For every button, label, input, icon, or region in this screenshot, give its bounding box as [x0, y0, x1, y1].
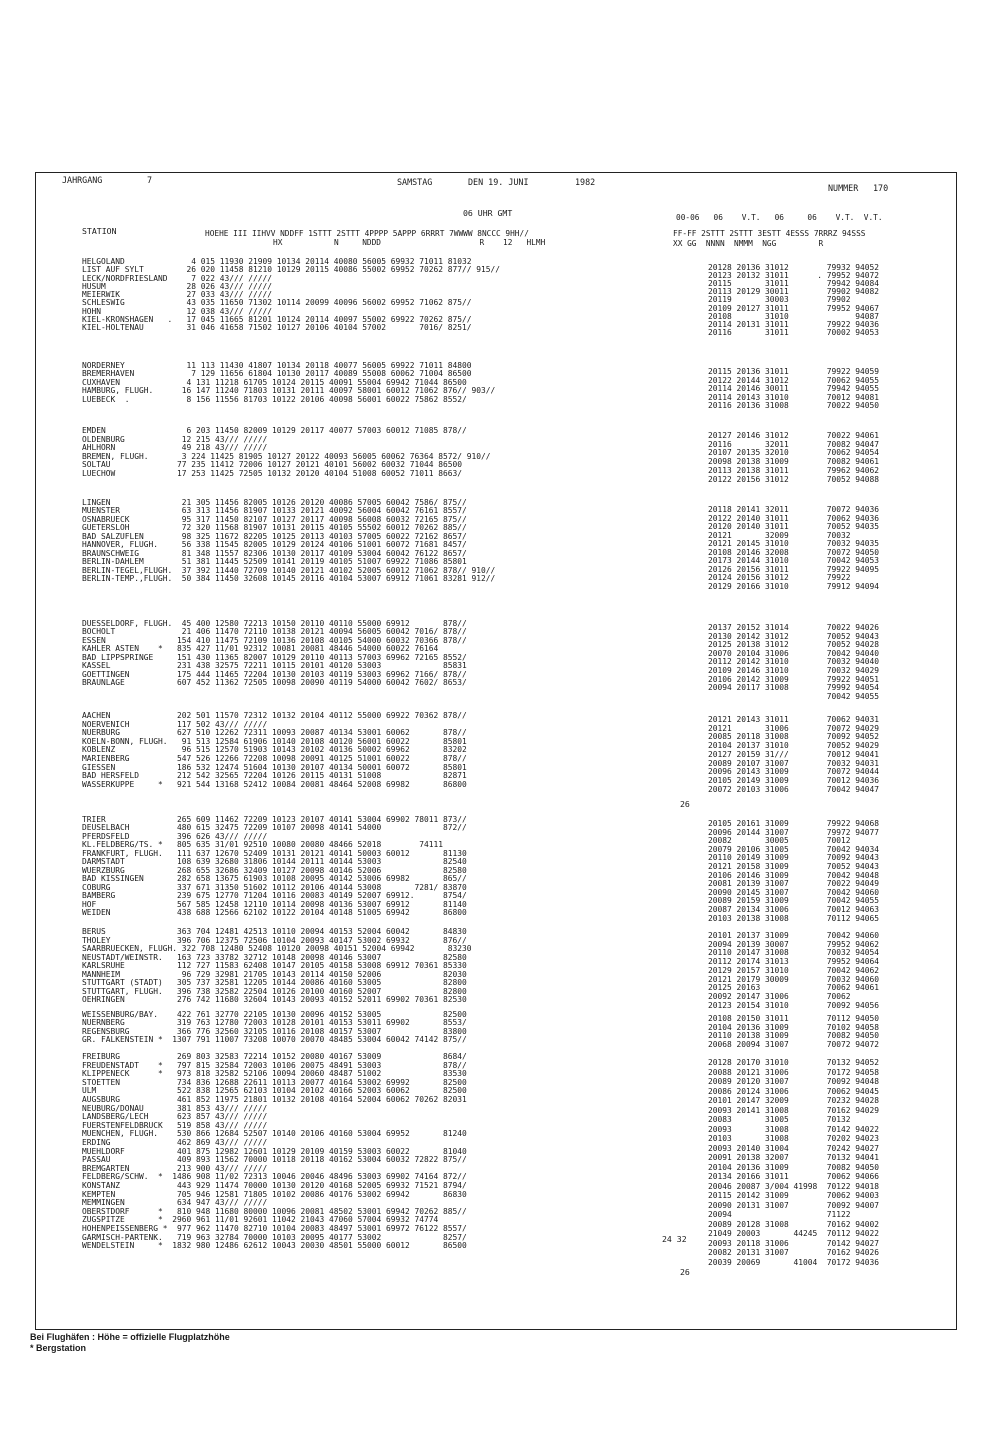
station-row: FREUDENSTADT * 797 815 32584 72003 10106 20075 48491 53003 878//	[82, 1060, 467, 1070]
station-row: OEHRINGEN 276 742 11680 32604 10143 20093 40152 52011 69902 70361 82530	[82, 995, 467, 1005]
station-row: MEMMINGEN 634 947 43/// /////	[82, 1198, 268, 1208]
station-row-extra: 20087 20134 31006 70012 94063	[708, 905, 880, 914]
station-row: STUTTGART (STADT) 305 737 32581 12205 10144 20086 40160 53005 82800	[82, 978, 467, 988]
station-row: DEUSELBACH 480 615 32475 72209 10107 20098 40141 54000 872//	[82, 823, 467, 833]
station-row-extra: 20105 20149 31009 70012 94036	[708, 775, 880, 785]
station-row: HELGOLAND 4 015 11930 21909 10134 20114 40080 56005 69932 71011 81032	[82, 257, 472, 266]
station-row-extra: 20115 31011 79942 94084	[708, 279, 880, 289]
station-row: HUSUM 28 026 43/// /////	[82, 281, 273, 291]
station-row-extra: 20088 20121 31006 70172 94058	[708, 1067, 880, 1077]
station-row: HAMBURG, FLUGH. 16 147 11240 71803 10131 20111 40097 58001 60012 71062 876// 903//	[82, 386, 496, 396]
station-row-extra: 20046 20087 3/004 41998 70122 94018	[708, 1181, 880, 1191]
station-row: WUERZBURG 268 655 32686 32409 10127 20098 40146 52006 82580	[82, 865, 467, 875]
wasserkuppe-prefix: 26	[680, 799, 690, 809]
station-row: HOHN 12 038 43/// /////	[82, 306, 273, 316]
station-row-extra: 20114 20143 31010 70012 94081	[708, 392, 880, 402]
station-row-extra: 20089 20128 31008 70162 94002	[708, 1219, 880, 1229]
station-row-extra: 20114 20146 30011 79942 94055	[708, 384, 880, 393]
station-row-extra: 20122 20140 31011 70062 94036	[708, 513, 880, 523]
station-row-extra: 20092 20147 31006 70062	[708, 991, 851, 1001]
year: 1982	[575, 177, 596, 187]
station-row: ZUGSPITZE * 2960 961 11/01 92601 11042 21043 47060 57004 69932 74774	[82, 1215, 439, 1225]
station-row-extra: 20072 20103 31006 70042 94047	[708, 784, 880, 794]
station-row-extra: 20118 20141 32011 70072 94036	[708, 505, 880, 514]
station-row-extra: 20083 31005 70132	[708, 1115, 851, 1124]
wendelstein-prefix: 26	[680, 1267, 690, 1277]
station-row-extra: 20112 20174 31013 79952 94064	[708, 957, 880, 967]
station-row: LINGEN 21 305 11456 82005 10126 20120 40086 57005 60042 7586/ 875//	[82, 498, 467, 507]
station-row: BREMERHAVEN 7 129 11656 61804 10130 20117 40089 55008 60062 71004 86500	[82, 369, 472, 379]
station-row: FREIBURG 269 803 32583 72214 10152 20080 40167 53009 8684/	[82, 1052, 467, 1061]
zugspitze-prefix: 24 32	[662, 1234, 687, 1244]
station-row: OBERSTDORF * 810 948 11680 80000 10096 20081 48502 53001 69942 70262 885//	[82, 1206, 467, 1216]
station-row-extra: 20130 20142 31012 70052 94043	[708, 631, 880, 641]
station-row: KARLSRUHE 112 727 11583 62408 10147 20105 40158 53008 69912 70361 85330	[82, 961, 467, 971]
right-header-line0: 00-06 06 V.T. 06 06 V.T. V.T.	[676, 213, 883, 222]
station-row: ESSEN 154 410 11475 72109 10136 20108 40105 54000 60032 70366 878//	[82, 635, 467, 645]
station-row-extra: 20110 20147 31008 70032 94054	[708, 948, 880, 958]
station-row: PASSAU 409 893 11562 70000 10118 20118 40162 53004 60032 72822 875//	[82, 1155, 467, 1165]
station-row-extra: 20124 20156 31012 79922	[708, 573, 851, 583]
station-row-extra: 20094 20117 31008 79992 94054	[708, 683, 880, 693]
station-row: KOBLENZ 96 515 12570 51903 10143 20102 40136 50002 69962 83202	[82, 745, 467, 755]
station-row: WEIDEN 438 688 12566 62102 10122 20104 40148 51005 69942 86800	[82, 907, 467, 917]
station-row-extra: 20039 20069 41004 70172 94036	[708, 1257, 880, 1267]
station-row-extra: 20103 31008 70202 94023	[708, 1134, 880, 1143]
station-row: CUXHAVEN 4 131 11218 61705 10124 20115 40091 55004 69942 71044 86500	[82, 377, 467, 387]
station-row-extra: 20079 20106 31005 70042 94034	[708, 844, 880, 854]
station-row-extra: 20125 20138 31012 70052 94028	[708, 640, 880, 650]
station-row: BERUS 363 704 12481 42513 10110 20094 40153 52004 60042 84830	[82, 927, 467, 936]
station-row: KASSEL 231 438 32575 72211 10115 20101 40120 53003 85831	[82, 661, 467, 671]
station-row: REGENSBURG 366 776 32560 32105 10116 20108 40157 53007 83800	[82, 1026, 467, 1036]
station-row: WASSERKUPPE * 921 544 13168 52412 10084 20081 48464 52008 69982 86800	[82, 779, 467, 789]
station-row-extra: 20081 20139 31007 70022 94049	[708, 879, 880, 889]
station-row-extra: 20089 20120 31007 70092 94048	[708, 1077, 880, 1086]
station-row: FUERSTENFELDBRUCK 519 858 43/// /////	[82, 1120, 268, 1130]
station-row-extra: 20128 20170 31010 70132 94052	[708, 1058, 880, 1067]
station-row: DUESSELDORF, FLUGH. 45 400 12580 72213 10150 20110 40110 55000 69912 878//	[82, 619, 467, 628]
station-row: KL.FELDBERG/TS. * 805 635 31/01 92510 10080 20080 48466 52018 74111	[82, 840, 444, 850]
station-row: MUEHLDORF 401 875 12982 12601 10129 20109 40159 53003 60022 81040	[82, 1146, 467, 1156]
station-row-extra: 20125 20163 70062 94061	[708, 983, 880, 993]
station-row-extra: 20128 20136 31012 79932 94052	[708, 263, 880, 272]
station-row-extra: 20103 20138 31008 70112 94065	[708, 913, 880, 923]
station-row: NUERBURG 627 510 12262 72311 10093 20087 40134 53001 60062 878//	[82, 728, 467, 738]
right-header-line1: FF-FF 2STTT 2STTT 3ESTT 4ESSS 7RRRZ 94SSS	[673, 229, 866, 238]
station-row: STOETTEN 734 836 12688 22611 10113 20077 40164 53002 69992 82500	[82, 1077, 467, 1087]
station-row-extra: 20082 30005 70012	[708, 836, 851, 846]
station-row: BREMEN, FLUGH. 3 224 11425 81905 10127 20122 40093 56005 60062 76364 8572/ 910//	[82, 451, 491, 461]
left-header-line1: HOEHE III IIHVV NDDFF 1STTT 2STTT 4PPPP 5APPP 6RRRT 7WWWW 8NCCC 9HH//	[205, 229, 529, 238]
station-row: LANDSBERG/LECH 623 857 43/// /////	[82, 1112, 268, 1122]
station-row-extra: 20173 20144 31010 70042 94053	[708, 556, 880, 566]
station-row: BOCHOLT 21 406 11470 72110 10138 20121 40094 56005 60042 7016/ 878//	[82, 627, 467, 637]
station-row-extra: 20119 30003 79902	[708, 295, 851, 305]
station-row-extra: 20121 20143 31011 70062 94031	[708, 715, 880, 724]
station-row: EMDEN 6 203 11450 82009 10129 20117 40077 57003 60012 71085 878//	[82, 426, 467, 435]
station-row-extra: 20093 31008 70142 94022	[708, 1124, 880, 1134]
station-row: MUENSTER 63 313 11456 81907 10133 20121 40092 56004 60042 76161 8557/	[82, 506, 467, 516]
station-row-extra: 20091 20138 32007 70132 94041	[708, 1153, 880, 1162]
station-row-extra: 20094 71122	[708, 1210, 851, 1219]
station-row: ERDING 462 869 43/// /////	[82, 1138, 268, 1147]
station-row-extra: 20127 20159 31/// 70012 94041	[708, 749, 880, 759]
station-row-extra: 20104 20137 31010 70052 94029	[708, 741, 880, 751]
station-row-extra: 20093 20141 31008 70162 94029	[708, 1105, 880, 1115]
station-row: BAD KISSINGEN 282 658 13675 61903 10108 20095 40142 53006 69982 865//	[82, 874, 467, 884]
station-row: BAD SALZUFLEN 98 325 11672 82205 10125 20113 40103 57005 60022 72162 8657/	[82, 531, 467, 541]
station-row-extra: 20110 20138 31009 70082 94050	[708, 1031, 880, 1041]
station-row-extra: 20085 20118 31008 70092 94052	[708, 732, 880, 742]
station-row: BAD LIPPSPRINGE 151 430 11365 82007 10129 20110 40113 57003 69962 72165 8552/	[82, 652, 467, 662]
station-row-extra: 20094 20139 30007 79952 94062	[708, 939, 880, 949]
station-row: BAMBERG 239 675 12770 71204 10116 20083 40149 52007 69912. 8754/	[82, 891, 467, 901]
station-row-extra: 20109 20127 31011 79952 94067	[708, 303, 880, 313]
station-row: KOELN-BONN, FLUGH. 91 513 12584 61906 10140 20108 40120 56001 60022 85801	[82, 736, 467, 746]
station-row-extra: 20086 20124 31006 70062 94045	[708, 1086, 880, 1096]
station-row: KIEL-HOLTENAU 31 046 41658 71502 10127 20106 40104 57002 7016/ 8251/	[82, 323, 472, 332]
station-row-extra: 20108 31010 94087	[708, 311, 880, 321]
station-row-extra: 20127 20146 31012 70022 94061	[708, 431, 880, 440]
station-row-extra: 20113 20138 31011 79962 94062	[708, 465, 880, 475]
jahrgang-label: JAHRGANG	[62, 175, 103, 185]
station-row: BREMGARTEN 213 900 43/// /////	[82, 1163, 268, 1173]
station-row-extra: 20121 20145 31010 70032 94035	[708, 539, 880, 549]
station-row-extra: 20114 20131 31011 79922 94036	[708, 319, 880, 329]
station-row-extra: 20093 20140 31004 70242 94027	[708, 1143, 880, 1153]
station-row: KLIPPENECK * 973 818 32582 52106 10094 20060 48487 51002 83530	[82, 1069, 467, 1079]
weekday: SAMSTAG	[397, 177, 433, 187]
station-row-extra: 20109 20146 31010 70032 94029	[708, 666, 880, 675]
station-row-extra: 20104 20136 31009 70102 94058	[708, 1022, 880, 1032]
station-row: OLDENBURG 12 215 43/// /////	[82, 434, 268, 444]
station-row: STUTTGART, FLUGH. 396 738 32582 22504 10126 20100 40160 52007 82800	[82, 986, 467, 996]
station-row-extra: 20104 20136 31009 70082 94050	[708, 1162, 880, 1172]
station-row: THOLEY 396 706 12375 72506 10104 20093 40147 53002 69932 876//	[82, 935, 467, 945]
station-row-extra: 20110 20149 31009 70092 94043	[708, 853, 880, 863]
station-row: TRIER 265 609 11462 72209 10123 20107 40141 53004 69902 78011 873//	[82, 815, 467, 824]
station-row-extra: 20123 20154 31010 70092 94056	[708, 1000, 880, 1010]
station-row-extra: 20121 32009 70032	[708, 530, 851, 540]
station-row-extra: 20089 20159 31009 70042 94055	[708, 896, 880, 906]
station-row-extra: 20107 20135 32010 70062 94054	[708, 448, 880, 458]
station-row-extra: 20093 20118 31006 70142 94027	[708, 1238, 880, 1248]
station-row: LECK/NORDFRIESLAND 7 022 43/// /////	[82, 273, 273, 283]
station-row: MUENCHEN, FLUGH. 530 866 12684 52507 10140 20106 40160 53004 69952 81240	[82, 1129, 467, 1139]
station-row: DARMSTADT 108 639 32680 31806 10144 20111 40144 53003 82540	[82, 857, 467, 867]
station-row-extra: 20137 20152 31014 70022 94026	[708, 623, 880, 632]
nummer-label: NUMMER	[828, 183, 859, 193]
station-row-extra: 20115 20142 31009 70062 94003	[708, 1191, 880, 1200]
station-row-extra: 20098 20138 31009 70082 94061	[708, 457, 880, 467]
station-row: AHLHORN 49 218 43/// /////	[82, 443, 268, 452]
station-row-extra: 20115 20136 31011 79922 94059	[708, 367, 880, 376]
station-row: KEMPTEN 705 946 12581 71805 10102 20086 40176 53002 69942 86830	[82, 1189, 467, 1199]
station-row: SAARBRUECKEN, FLUGH. 322 708 12480 52408 10120 20098 40151 52004 69942 83230	[82, 944, 472, 954]
station-row-extra: 20101 20137 31009 70042 94060	[708, 931, 880, 940]
station-row-extra: 20121 20179 30009 70032 94060	[708, 974, 880, 984]
station-row-extra: 20116 32011 70082 94047	[708, 439, 880, 449]
station-row: GIESSEN 186 532 12474 51604 10130 20107 40134 50001 60072 85801	[82, 762, 467, 772]
station-row: BRAUNLAGE 607 452 11362 72505 10098 20090 40119 54000 60042 7602/ 8653/	[82, 678, 467, 688]
station-row: GOETTINGEN 175 444 11465 72204 10130 20103 40119 53003 69962 7166/ 878//	[82, 669, 467, 679]
station-row: FELDBERG/SCHW. * 1486 908 11/02 72313 10046 20046 48496 53003 69902 74164 872//	[82, 1172, 467, 1182]
footer-note-mountain: * Bergstation	[30, 1343, 87, 1353]
station-row-extra: 20123 20132 31011 . 79952 94072	[708, 271, 880, 281]
station-row: WENDELSTEIN * 1832 980 12486 62612 10043 20030 48501 55000 60012 86500	[82, 1241, 467, 1251]
station-row-extra: 20129 20166 31010 79912 94094	[708, 581, 880, 591]
station-row: NOERVENICH 117 502 43/// /////	[82, 719, 268, 729]
station-row-extra: 20134 20166 31011 70062 94066	[708, 1172, 880, 1181]
station-row-extra: 20113 20129 30011 79902 94082	[708, 287, 880, 297]
station-row-extra: 20089 20107 31007 70032 94031	[708, 758, 880, 768]
station-row: AUGSBURG 461 852 11975 21801 10132 20108 40164 52004 60062 70262 82031	[82, 1095, 467, 1104]
date: DEN 19. JUNI	[468, 177, 529, 187]
station-row: BERLIN-TEGEL,FLUGH. 37 392 11440 72709 10140 20121 40102 52005 60012 71062 878// 910//	[82, 565, 496, 575]
station-row: ULM 522 838 12565 62103 10104 20102 40166 52003 60062 82500	[82, 1086, 467, 1096]
station-row: LIST AUF SYLT 26 020 11458 81210 10129 20115 40086 55002 69952 70262 877// 915//	[82, 265, 501, 275]
station-row-extra: 20122 20156 31012 70052 94088	[708, 474, 880, 484]
station-row: AACHEN 202 501 11570 72312 10132 20104 40112 55000 69922 70362 878//	[82, 711, 467, 720]
nummer-value: 170	[873, 183, 889, 193]
station-row: GUETERSLOH 72 320 11568 81907 10131 20115 40105 55502 60012 70262 885//	[82, 523, 467, 533]
station-row-extra: 20106 20142 31009 79922 94051	[708, 674, 880, 684]
station-row: NEUSTADT/WEINSTR. 163 723 33782 32712 10148 20098 40146 53007 82580	[82, 952, 467, 962]
left-header-line2: HX N NDDD R 12 HLMH	[273, 238, 546, 247]
station-row-extra: 20070 20104 31006 70042 94040	[708, 648, 880, 658]
station-row-extra: 20105 20161 31009 79922 94068	[708, 819, 880, 828]
station-row: BERLIN-TEMP.,FLUGH. 50 384 11450 32608 10145 20116 40104 53007 69912 71061 83281 912//	[82, 574, 496, 584]
station-row-extra: 20121 31006 70072 94029	[708, 723, 880, 733]
station-row: MANNHEIM 96 729 32981 21705 10143 20114 40150 52006 82030	[82, 969, 467, 979]
station-row: MEIERWIK 27 033 43/// /////	[82, 290, 273, 299]
station-row: OSNABRUECK 95 317 11450 82107 10127 20117 40098 56008 60032 72165 875//	[82, 514, 467, 524]
station-row-extra: 20121 20158 31009 70052 94043	[708, 862, 880, 871]
time-left-header: 06 UHR GMT	[463, 208, 513, 218]
station-row: MARIENBERG 547 526 12266 72208 10098 20091 40125 51001 60022 878//	[82, 754, 467, 763]
station-row-extra: 20108 20146 32008 70072 94050	[708, 547, 880, 557]
station-row: LUEBECK . 8 156 11556 81703 10122 20106 40098 56001 60022 75862 8552/	[82, 394, 467, 404]
station-row-extra: 20101 20147 32009 70232 94028	[708, 1096, 880, 1105]
station-row-extra: 20126 20156 31011 79922 94095	[708, 564, 880, 574]
station-row-extra: 20090 20145 31007 70042 94060	[708, 887, 880, 897]
station-row-extra: 20096 20143 31009 70072 94044	[708, 767, 880, 777]
station-row: SOLTAU 77 235 11412 72006 10127 20121 40101 56002 60032 71044 86500	[82, 460, 463, 469]
station-row-extra: 20068 20094 31007 70072 94072	[708, 1040, 880, 1050]
station-row: BAD HERSFELD 212 542 32565 72204 10126 20115 40131 51008 82871	[82, 771, 467, 781]
station-row-extra: 20096 20144 31007 79972 94077	[708, 827, 880, 837]
station-row-extra: 20106 20146 31009 70042 94048	[708, 870, 880, 880]
station-row-extra: 20116 20136 31008 70022 94050	[708, 401, 880, 410]
station-row-extra: 20108 20150 31011 70112 94050	[708, 1014, 880, 1023]
station-row-extra: 20116 31011 70002 94053	[708, 327, 880, 337]
station-row: HOF 567 585 12458 12110 10114 20098 40136 53007 69912 81140	[82, 899, 467, 909]
footer-note-airports: Bei Flughäfen : Höhe = offizielle Flugplatzhöhe	[30, 1332, 230, 1342]
station-row: NEUBURG/DONAU 381 853 43/// /////	[82, 1103, 268, 1113]
station-row: GARMISCH-PARTENK. 719 963 32784 70000 10103 20095 40177 53002 8257/	[82, 1232, 467, 1242]
station-row-extra: 70042 94055	[708, 691, 880, 701]
right-header-line2: XX GG NNNN NMMM NGG R	[673, 239, 824, 248]
station-row: SCHLESWIG 43 035 11650 71302 10114 20099 40096 56002 69952 71062 875//	[82, 298, 472, 308]
station-row-extra: 20090 20131 31007 70092 94007	[708, 1200, 880, 1210]
station-row: NORDERNEY 11 113 11430 41807 10134 20118 40077 56005 69922 71011 84800	[82, 361, 472, 370]
station-row: PFERDSFELD 396 626 43/// /////	[82, 831, 268, 841]
station-row-extra: 20129 20157 31010 70042 94062	[708, 965, 880, 975]
station-row-extra: 20122 20144 31012 70062 94055	[708, 375, 880, 385]
station-row: KAHLER ASTEN * 835 427 11/01 92312 10081 20081 48446 54000 60022 76164	[82, 644, 439, 654]
station-row: WEISSENBURG/BAY. 422 761 32770 22105 10130 20096 40152 53005 82500	[82, 1010, 467, 1019]
station-row: KIEL-KRONSHAGEN . 17 045 11665 81201 10124 20114 40097 55002 69922 70262 875//	[82, 314, 472, 324]
jahrgang-value: 7	[147, 175, 153, 185]
station-row-extra: 20082 20131 31007 70162 94026	[708, 1248, 880, 1257]
station-row-extra: 20112 20142 31010 70032 94040	[708, 657, 880, 667]
station-row-extra: 21049 20003 44245 70112 94022	[708, 1229, 880, 1238]
station-row: COBURG 337 671 31350 51602 10112 20106 40144 53008 7281/ 83870	[82, 882, 467, 892]
station-row-extra: 20120 20140 31011 70052 94035	[708, 522, 880, 532]
station-row: BERLIN-DAHLEM 51 381 11445 52509 10141 20119 40105 51007 69922 71086 85801	[82, 557, 467, 567]
station-row: NUERNBERG 319 763 12780 72003 10128 20101 40153 53011 69902 8553/	[82, 1018, 467, 1028]
station-row: HANNOVER, FLUGH. 56 338 11545 82005 10129 20124 40106 51001 60072 71681 8457/	[82, 540, 467, 550]
station-row: HOHENPEISSENBERG * 977 962 11470 82710 10104 20083 48497 53001 69972 76122 8557/	[82, 1224, 467, 1233]
station-row: KONSTANZ 443 929 11474 70000 10130 20120 40168 52005 69932 71521 8794/	[82, 1181, 467, 1190]
station-row: GR. FALKENSTEIN * 1307 791 11007 73208 10070 20070 48485 53004 60042 74142 875//	[82, 1034, 467, 1044]
station-label: STATION	[82, 226, 117, 236]
station-row: LUECHOW 17 253 11425 72505 10132 20120 40104 51008 60052 71011 8663/	[82, 468, 463, 478]
station-row: FRANKFURT, FLUGH. 111 637 12670 52409 10131 20121 40141 50003 60012 81130	[82, 848, 467, 858]
station-row: BRAUNSCHWEIG 81 348 11557 82306 10130 20117 40109 53004 60042 76122 8657/	[82, 548, 467, 558]
